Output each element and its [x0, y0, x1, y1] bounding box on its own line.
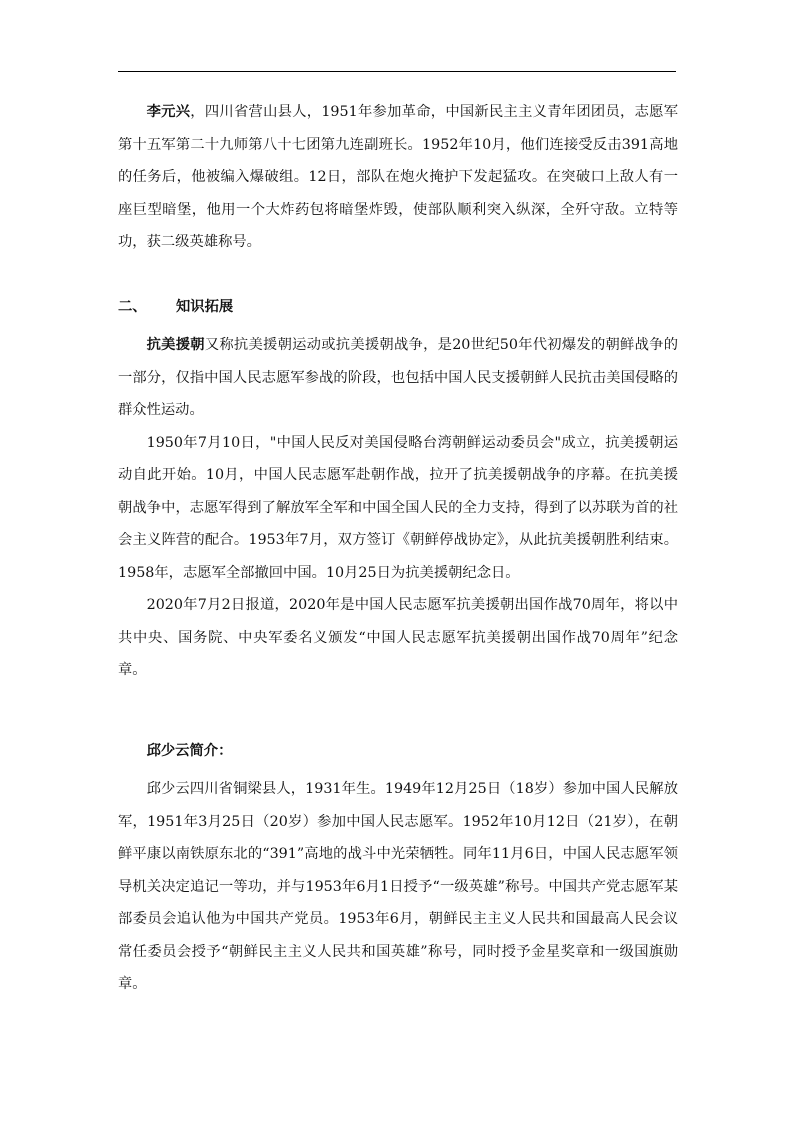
header-rule	[118, 71, 676, 72]
section-title: 知识拓展	[176, 298, 234, 315]
paragraph-qiu-shaoyun-bio: 邱少云四川省铜梁县人，1931年生。1949年12月25日（18岁）参加中国人民解放军，1951年3月25日（20岁）参加中国人民志愿军。1952年10月12日（21岁），在朝鲜平康以南铁原东北的“391”高地的战斗中光荣牺牲。同年11月6日，中国人民志愿军领导机关决定追记一等功，并与1953年6月1日授予“一级英雄”称号。中国共产党志愿军某部委员会追认他为中国共产党员。1953年6月，朝鲜民主主义人民共和国最高人民会议常任委员会授予“朝鲜民主主义人民共和国英雄”称号，同时授予金星奖章和一级国旗勋章。	[118, 781, 678, 992]
paragraph-commemorative-medal: 2020年7月2日报道，2020年是中国人民志愿军抗美援朝出国作战70周年，将以中共中央、国务院、中央军委名义颁发“中国人民志愿军抗美援朝出国作战70周年”纪念章。	[118, 597, 678, 678]
paragraph-history: 1950年7月10日，"中国人民反对美国侵略台湾朝鲜运动委员会"成立，抗美援朝运动自此开始。10月，中国人民志愿军赴朝作战，拉开了抗美援朝战争的序幕。在抗美援朝战争中，志愿军得到了解放军全军和中国全国人民的全力支持，得到了以苏联为首的社会主义阵营的配合。1953年7月，双方签订《朝鲜停战协定》，从此抗美援朝胜利结束。1958年，志愿军全部撤回中国。10月25日为抗美援朝纪念日。	[118, 434, 678, 581]
paragraph-li-yuanxing-text: ，四川省营山县人，1951年参加革命，中国新民主主义青年团团员，志愿军第十五军第二十九师第八十七团第九连副班长。1952年10月，他们连接受反击391高地的任务后，他被编入爆破组。12日，部队在炮火掩护下发起猛攻。在突破口上敌人有一座巨型暗堡，他用一个大炸药包将暗堡炸毁，使部队顺利突入纵深，全歼守敌。立特等功，获二级英雄称号。	[118, 104, 679, 250]
paragraph-kangmei-yuanchao-text: 又称抗美援朝运动或抗美援朝战争，是20世纪50年代初爆发的朝鲜战争的一部分，仅指中国人民志愿军参战的阶段，也包括中国人民支援朝鲜人民抗击美国侵略的群众性运动。	[118, 337, 679, 418]
section-heading-knowledge	[118, 291, 678, 324]
term-kangmei-yuanchao: 抗美援朝	[146, 337, 205, 353]
paragraph-li-yuanxing	[118, 96, 678, 259]
paragraph-kangmei-yuanchao	[118, 329, 678, 427]
person-name-li-yuanxing: 李元兴	[146, 104, 191, 120]
section-number: 二、	[118, 298, 147, 315]
bio-heading-qiu-shaoyun: 邱少云简介：	[146, 742, 233, 759]
document-body	[118, 96, 678, 1001]
